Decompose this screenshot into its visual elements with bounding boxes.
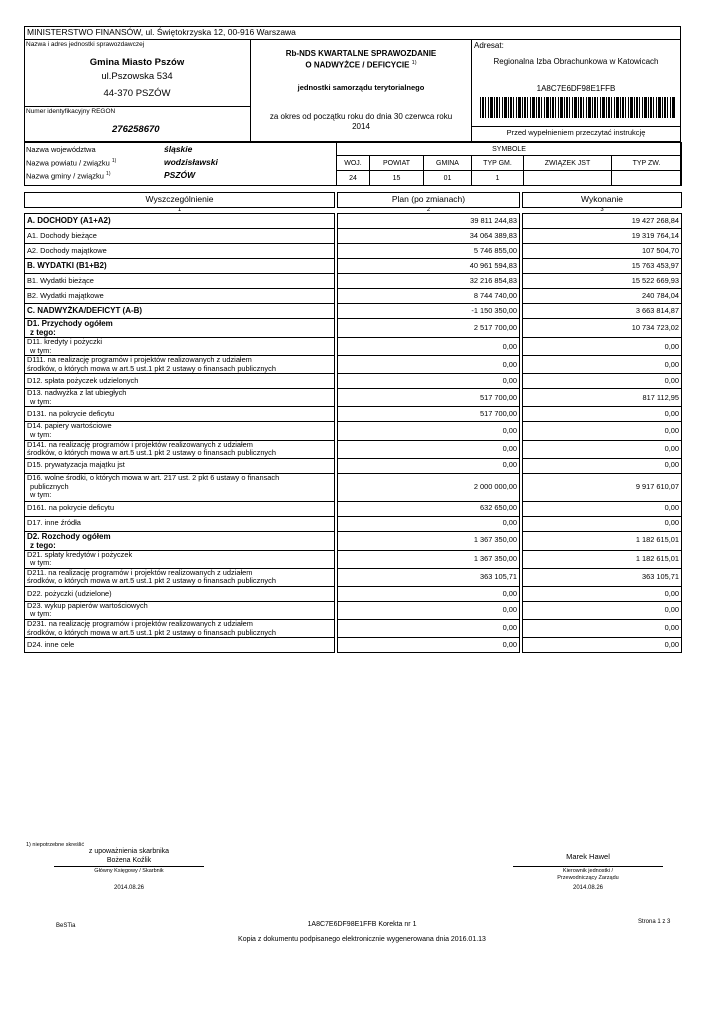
row-label-line: D15. prywatyzacja majątku jst: [27, 460, 125, 470]
execution-value: 817 112,95: [523, 389, 682, 407]
symbols-value-row: [337, 171, 682, 186]
table-row: [25, 304, 682, 319]
header-divider: [24, 39, 681, 40]
plan-value: 0,00: [338, 458, 520, 473]
row-label: [25, 259, 335, 274]
row-label-line: D24. inne cele: [27, 639, 75, 649]
unit-name: Gmina Miasto Pszów: [89, 57, 185, 68]
row-label: [25, 516, 335, 531]
row-label-line: D12. spłata pożyczek udzielonych: [27, 376, 139, 386]
row-label: [25, 586, 335, 601]
row-label-line: D21. spłaty kredytów i pożyczek: [27, 550, 133, 559]
code-text: 1A8C7E6DF98E1FFB: [536, 84, 616, 93]
report-title-1: Rb-NDS KWARTALNE SPRAWOZDANIE: [285, 49, 437, 58]
left-auth: z upoważnienia skarbnika: [88, 848, 170, 855]
table-row: [25, 407, 682, 422]
row-label: [25, 319, 335, 338]
adresat-value: Regionalna Izba Obrachunkowa w Katowicach: [493, 57, 659, 66]
plan-value: 0,00: [338, 586, 520, 601]
symbol-header: POWIAT: [370, 156, 424, 171]
table-row: [25, 531, 682, 550]
row-label-line: w tym:: [30, 558, 52, 568]
execution-value: 15 763 453,97: [523, 259, 682, 274]
symbol-header: TYP ZW.: [612, 156, 682, 171]
execution-value: 15 522 669,93: [523, 274, 682, 289]
row-label-line: D23. wykup papierów wartościowych: [27, 601, 148, 610]
plan-value: 0,00: [338, 601, 520, 619]
plan-value: 0,00: [338, 440, 520, 458]
plan-value: 632 650,00: [338, 501, 520, 516]
unit-label: Nazwa i adres jednostki sprawozdawczej: [26, 41, 145, 48]
plan-value: 2 517 700,00: [338, 319, 520, 338]
period-line-2: 2014: [352, 122, 370, 131]
table-row: [25, 274, 682, 289]
period-line-1: za okres od początku roku do dnia 30 czerwca roku: [269, 112, 453, 121]
right-role-2: Przewodniczący Zarządu: [557, 875, 619, 881]
symbol-value: 01: [424, 171, 472, 186]
report-title-2: [252, 60, 470, 70]
row-label: [25, 620, 335, 638]
row-label: [25, 229, 335, 244]
row-label-line: w tym:: [30, 396, 52, 406]
pow-sup: 1): [111, 158, 117, 164]
plan-value: 0,00: [338, 516, 520, 531]
execution-value: 0,00: [523, 516, 682, 531]
row-label-line: D17. inne źródła: [27, 518, 81, 528]
regon-label: Numer identyfikacyjny REGON: [26, 108, 116, 115]
row-label: [25, 473, 335, 501]
row-label-line: w tym:: [30, 609, 52, 619]
regon-divider: [24, 106, 250, 107]
row-label: [25, 244, 335, 259]
execution-value: 0,00: [523, 374, 682, 389]
row-label-line: w tym:: [30, 429, 52, 439]
bestia-label: BeSTia: [56, 923, 76, 929]
row-label: [25, 550, 335, 568]
row-label-line: D22. pożyczki (udzielone): [27, 588, 112, 598]
plan-value: 0,00: [338, 356, 520, 374]
row-label: [25, 568, 335, 586]
row-label: [25, 304, 335, 319]
execution-value: 9 917 610,07: [523, 473, 682, 501]
row-label: [25, 374, 335, 389]
row-label: [25, 356, 335, 374]
row-label: [25, 214, 335, 229]
row-label-line: D111. na realizację programów i projektów realizowanych z udziałem: [27, 355, 252, 365]
symbol-header: TYP GM.: [472, 156, 524, 171]
symbol-value: 15: [370, 171, 424, 186]
row-label-line: D131. na pokrycie deficytu: [27, 409, 115, 419]
correction-code: 1A8C7E6DF98E1FFB Korekta nr 1: [307, 921, 417, 928]
left-vdivider: [250, 39, 251, 142]
plan-value: 0,00: [338, 638, 520, 653]
plan-value: -1 150 350,00: [338, 304, 520, 319]
woj-value: śląskie: [164, 144, 193, 154]
table-row: [25, 473, 682, 501]
row-label: [25, 601, 335, 619]
header-description: Wyszczególnienie: [25, 193, 335, 208]
table-row: [25, 338, 682, 356]
execution-value: 0,00: [523, 638, 682, 653]
table-row: [25, 501, 682, 516]
execution-value: 240 784,04: [523, 289, 682, 304]
symbol-value: [612, 171, 682, 186]
plan-value: 39 811 244,83: [338, 214, 520, 229]
row-label-line: środków, o których mowa w art.5 ust.1 pkt 2 ustawy o finansach publicznych: [27, 363, 276, 373]
row-label-line: z tego:: [30, 540, 56, 550]
symbol-header: ZWIĄZEK JST: [524, 156, 612, 171]
regon-value: 276258670: [112, 124, 160, 135]
row-label-line: D14. papiery wartościowe: [27, 421, 112, 431]
plan-value: 1 367 350,00: [338, 531, 520, 550]
footnote: 1) niepotrzebne skreślić: [26, 842, 85, 848]
row-label: [25, 389, 335, 407]
ministry-line: MINISTERSTWO FINANSÓW, ul. Świętokrzyska 12, 00-916 Warszawa: [27, 27, 296, 37]
plan-value: 0,00: [338, 620, 520, 638]
table-row: [25, 374, 682, 389]
execution-value: 0,00: [523, 356, 682, 374]
gmina-label: [26, 172, 111, 181]
row-label-line: B1. Wydatki bieżące: [27, 275, 94, 285]
row-label-line: z tego:: [30, 328, 56, 338]
row-label: [25, 274, 335, 289]
execution-value: 0,00: [523, 440, 682, 458]
symbols-table: [336, 142, 682, 186]
row-label-line: A. DOCHODY (A1+A2): [27, 216, 111, 226]
table-row: [25, 458, 682, 473]
row-label-line: C. NADWYŻKA/DEFICYT (A-B): [27, 306, 143, 316]
row-label: [25, 407, 335, 422]
column-number: 3: [600, 207, 604, 213]
table-row: [25, 319, 682, 338]
left-date: 2014.08.26: [113, 885, 145, 891]
plan-value: 0,00: [338, 374, 520, 389]
row-label-line: D231. na realizację programów i projektów realizowanych z udziałem: [27, 619, 253, 628]
plan-value: 40 961 594,83: [338, 259, 520, 274]
execution-value: 0,00: [523, 601, 682, 619]
row-label: [25, 531, 335, 550]
execution-value: 0,00: [523, 422, 682, 440]
gmina-label-text: Nazwa gminy / związku: [26, 171, 104, 181]
table-row: [25, 586, 682, 601]
plan-value: 5 746 855,00: [338, 244, 520, 259]
row-label-line: środków, o których mowa w art.5 ust.1 pkt 2 ustawy o finansach publicznych: [27, 576, 276, 586]
execution-value: 363 105,71: [523, 568, 682, 586]
unit-street: ul.Pszowska 534: [101, 71, 173, 82]
table-row: [25, 440, 682, 458]
row-label-line: D141. na realizację programów i projektów realizowanych z udziałem: [27, 440, 253, 449]
pow-label-text: Nazwa powiatu / związku: [26, 158, 110, 168]
symbols-header-row: [337, 156, 682, 171]
execution-value: 19 427 268,84: [523, 214, 682, 229]
symbol-header: WOJ.: [337, 156, 370, 171]
table-row: [25, 214, 682, 229]
left-role: Główny Księgowy / Skarbnik: [94, 868, 164, 874]
row-label-line: A1. Dochody bieżące: [27, 230, 97, 240]
symbol-value: [524, 171, 612, 186]
row-label-line: w tym:: [30, 345, 52, 355]
plan-value: 32 216 854,83: [338, 274, 520, 289]
table-row: [25, 389, 682, 407]
row-label: [25, 638, 335, 653]
plan-value: 8 744 740,00: [338, 289, 520, 304]
execution-value: 1 182 615,01: [523, 531, 682, 550]
table-row: [25, 601, 682, 619]
symbols-title: SYMBOLE: [337, 143, 682, 156]
row-label: [25, 422, 335, 440]
execution-value: 0,00: [523, 501, 682, 516]
execution-value: 1 182 615,01: [523, 550, 682, 568]
row-label: [25, 440, 335, 458]
row-label-line: D2. Rozchody ogółem: [27, 531, 111, 541]
plan-value: 517 700,00: [338, 407, 520, 422]
report-title-2-text: O NADWYŻCE / DEFICYCIE: [305, 60, 410, 70]
right-role-1: Kierownik jednostki /: [562, 868, 614, 874]
row-label-line: B. WYDATKI (B1+B2): [27, 261, 107, 271]
execution-value: 10 734 723,02: [523, 319, 682, 338]
table-row: [25, 550, 682, 568]
plan-value: 517 700,00: [338, 389, 520, 407]
execution-value: 0,00: [523, 458, 682, 473]
instruction-text: Przed wypełnieniem przeczytać instrukcję: [506, 128, 646, 137]
plan-value: 363 105,71: [338, 568, 520, 586]
row-label: [25, 458, 335, 473]
row-label-line: publicznych: [30, 481, 69, 491]
table-row: [25, 568, 682, 586]
left-signature-line: [54, 866, 204, 867]
table-row: [25, 244, 682, 259]
right-signature-line: [513, 866, 663, 867]
table-row: [25, 638, 682, 653]
unit-city: 44-370 PSZÓW: [103, 88, 171, 99]
execution-value: 3 663 814,87: [523, 304, 682, 319]
plan-value: 0,00: [338, 338, 520, 356]
column-number: 2: [426, 207, 431, 213]
execution-value: 19 319 764,14: [523, 229, 682, 244]
table-row: [25, 620, 682, 638]
page-number: Strona 1 z 3: [638, 919, 671, 925]
woj-label: Nazwa województwa: [26, 145, 96, 154]
plan-value: 0,00: [338, 422, 520, 440]
row-label-line: w tym:: [30, 490, 52, 500]
table-header-row: [25, 193, 682, 208]
pow-value: wodzisławski: [164, 157, 218, 167]
row-label-line: D13. nadwyżka z lat ubiegłych: [27, 388, 127, 398]
plan-value: 2 000 000,00: [338, 473, 520, 501]
row-label-line: D1. Przychody ogółem: [27, 319, 113, 328]
instruction-divider: [471, 126, 681, 127]
gmina-sup: 1): [106, 171, 111, 177]
right-date: 2014.08.26: [572, 885, 604, 891]
execution-value: 0,00: [523, 407, 682, 422]
right-name: Marek Hawel: [566, 852, 610, 861]
row-label-line: B2. Wydatki majątkowe: [27, 290, 104, 300]
symbol-header: GMINA: [424, 156, 472, 171]
left-name: Bożena Koźlik: [106, 857, 152, 864]
row-label-line: D16. wolne środki, o których mowa w art. 217 ust. 2 pkt 6 ustawy o finansach: [27, 473, 280, 483]
symbol-value: 24: [337, 171, 370, 186]
report-subtitle: jednostki samorządu terytorialnego: [297, 83, 425, 92]
row-label-line: środków, o których mowa w art.5 ust.1 pkt 2 ustawy o finansach publicznych: [27, 627, 276, 637]
copy-note: Kopia z dokumentu podpisanego elektronicznie wygenerowana dnia 2016.01.13: [238, 936, 486, 943]
table-row: [25, 259, 682, 274]
barcode-image: [480, 97, 675, 118]
plan-value: 1 367 350,00: [338, 550, 520, 568]
execution-value: 107 504,70: [523, 244, 682, 259]
table-row: [25, 229, 682, 244]
execution-value: 0,00: [523, 586, 682, 601]
row-label-line: środków, o których mowa w art.5 ust.1 pkt 2 ustawy o finansach publicznych: [27, 448, 276, 458]
row-label-line: D211. na realizację programów i projektów realizowanych z udziałem: [27, 568, 253, 577]
row-label: [25, 289, 335, 304]
plan-value: 34 064 389,83: [338, 229, 520, 244]
gmina-value: PSZÓW: [164, 170, 196, 180]
table-row: [25, 516, 682, 531]
table-row: [25, 289, 682, 304]
report-title-sup: 1): [411, 60, 417, 66]
symbol-value: 1: [472, 171, 524, 186]
table-row: [25, 422, 682, 440]
row-label: [25, 501, 335, 516]
row-label-line: D11. kredyty i pożyczki: [27, 337, 103, 347]
row-label-line: D161. na pokrycie deficytu: [27, 503, 115, 513]
execution-value: 0,00: [523, 338, 682, 356]
row-label-line: A2. Dochody majątkowe: [27, 245, 107, 255]
execution-value: 0,00: [523, 620, 682, 638]
column-number: 1: [177, 207, 182, 213]
adresat-label: Adresat:: [474, 41, 504, 50]
table-row: [25, 356, 682, 374]
pow-label: [26, 159, 116, 168]
header-plan: Plan (po zmianach): [338, 193, 520, 208]
row-label: [25, 338, 335, 356]
main-table: [24, 192, 682, 653]
header-execution: Wykonanie: [523, 193, 682, 208]
